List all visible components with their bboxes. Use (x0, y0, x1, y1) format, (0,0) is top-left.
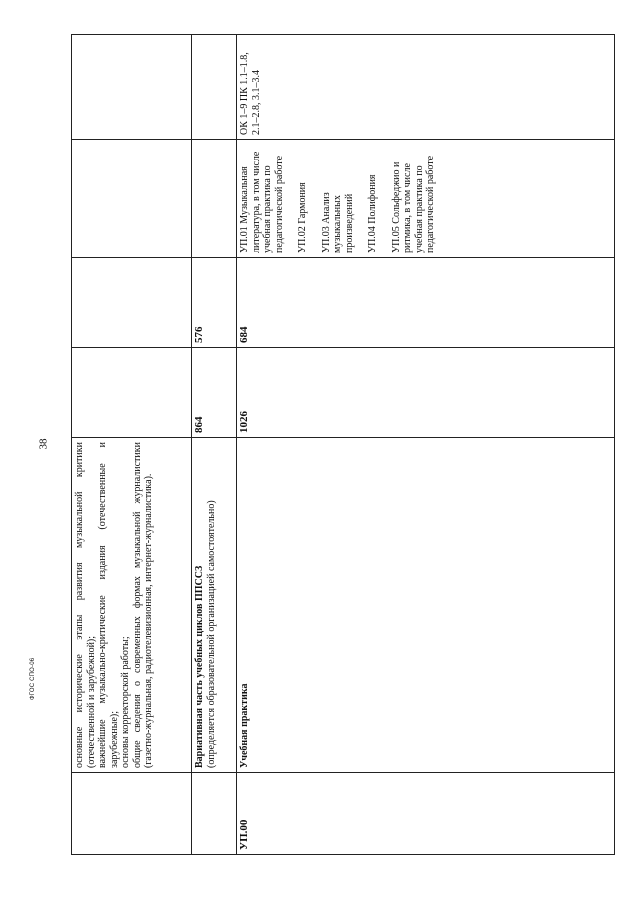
section-note: (определяется образовательной организацией самостоятельно) (205, 500, 217, 768)
content-line: основные исторические этапы развития музыкальной критики (отечественной и зарубежной); (74, 442, 97, 768)
max-hours-cell: 864 (192, 348, 237, 438)
disciplines-cell (72, 140, 192, 258)
table-row (72, 35, 192, 855)
content-cell (72, 438, 192, 773)
mandatory-hours-cell: 576 (192, 258, 237, 348)
content-cell (192, 438, 237, 773)
practice-item: УП.05 Сольфеджио и ритмика, в том числе учебная практика по педагогической работе (390, 155, 436, 253)
curriculum-table-rotated (71, 35, 615, 855)
mandatory-hours-cell (72, 258, 192, 348)
code-cell (192, 773, 237, 855)
footer-label: ФГОС СПО-06 (30, 657, 36, 700)
competencies-cell: ОК 1–9 ПК 1.1–1.8, 2.1–2.8, 3.1–3.4 (237, 35, 615, 140)
max-hours-cell (72, 348, 192, 438)
max-hours-cell: 1026 (237, 348, 615, 438)
competencies-cell (192, 35, 237, 140)
code-cell (72, 773, 192, 855)
disciplines-cell (192, 140, 237, 258)
mandatory-hours-cell: 684 (237, 258, 615, 348)
practice-item: УП.03 Анализ музыкальных произведений (320, 192, 355, 253)
practice-item: УП.04 Полифония (367, 174, 378, 253)
practice-item: УП.01 Музыкальная литература, в том числе учебная практика по педагогической работе (239, 151, 285, 253)
practice-item: УП.02 Гармония (297, 182, 308, 253)
content-cell (237, 438, 615, 773)
curriculum-table (71, 34, 615, 855)
code-cell: УП.00 (237, 773, 615, 855)
page-number: 38 (37, 438, 50, 450)
competencies-cell (72, 35, 192, 140)
content-line: основы корректорской работы; (120, 636, 131, 768)
table-row (192, 35, 237, 855)
content-line: общие сведения о современных формах музыкальной журналистики (газетно-журнальная, радиотелевизионная, интернет-журналистика). (131, 442, 154, 768)
section-title: Вариативная часть учебных циклов ППССЗ (194, 565, 205, 768)
disciplines-cell (237, 140, 615, 258)
content-line: важнейшие музыкально-критические издания (отечественные и зарубежные); (97, 442, 120, 768)
table-row (237, 35, 615, 855)
section-title: Учебная практика (239, 683, 250, 768)
